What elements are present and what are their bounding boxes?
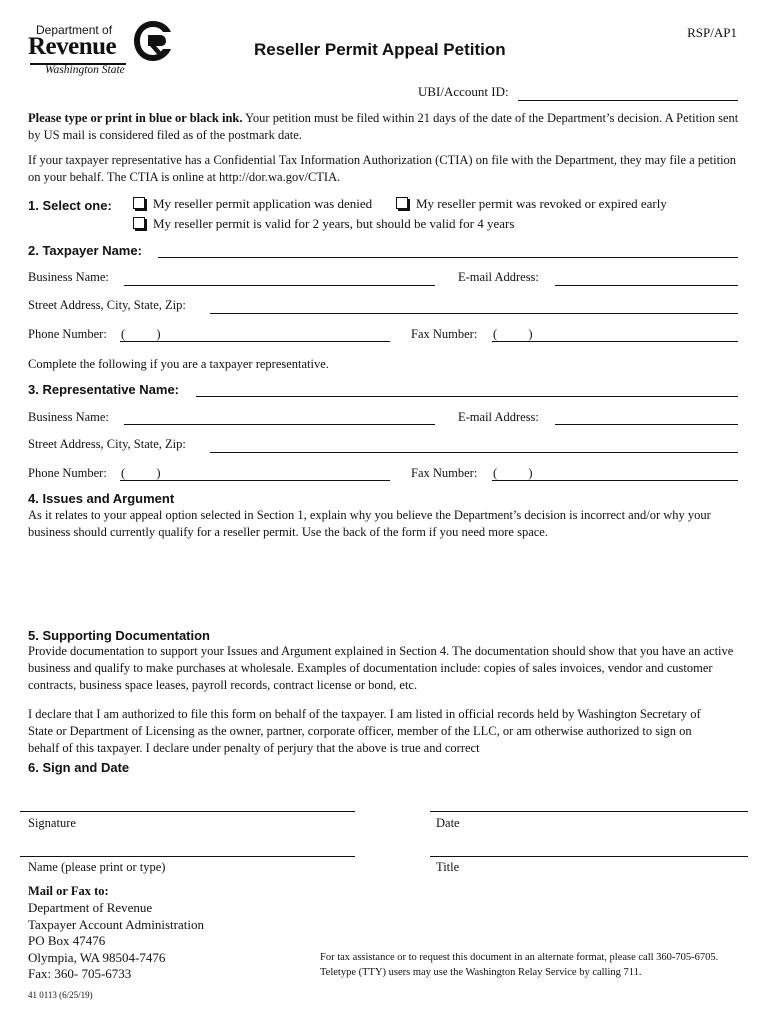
taxpayer-phone-paren: ( ) (121, 327, 161, 341)
intro-bold: Please type or print in blue or black ink. (28, 111, 243, 125)
taxpayer-fax-line[interactable] (492, 341, 738, 342)
date-line[interactable] (430, 811, 748, 812)
ubi-input-line[interactable] (518, 100, 738, 101)
section4-heading: 4. Issues and Argument (28, 491, 175, 506)
option-revoked[interactable] (396, 196, 667, 212)
option-denied-label: My reseller permit application was denied (153, 196, 373, 211)
section6-heading: 6. Sign and Date (28, 760, 130, 775)
rep-email-label: E-mail Address: (458, 410, 539, 424)
intro-paragraph (28, 110, 743, 144)
rep-fax-label: Fax Number: (411, 466, 478, 480)
checkbox-icon[interactable] (133, 197, 145, 209)
intro-text: Your petition must be filed within 21 days of the date of the Department’s decision. A Petition sent by US mail is considered filed as of the postmark date. (28, 111, 739, 142)
option-duration-label: My reseller permit is valid for 2 years, but should be valid for 4 years (153, 216, 515, 231)
title-label: Title (436, 860, 460, 874)
title-line[interactable] (430, 856, 748, 857)
signature-label: Signature (28, 816, 76, 830)
declaration-text: I declare that I am authorized to file this form on behalf of the taxpayer. I am listed in official records held by Washington Secretary of State or Department of Licensing as the owner, partner, corporate officer, member of the LLC, or am otherwise authorized to sign on behalf of this taxpayer. I declare under penalty of perjury that the above is true and correct (28, 707, 701, 755)
form-code: RSP/AP1 (687, 25, 737, 40)
rep-phone-line[interactable] (120, 480, 390, 481)
issues-argument-area[interactable] (28, 545, 740, 625)
rep-phone-label: Phone Number: (28, 466, 107, 480)
taxpayer-business-line[interactable] (124, 285, 435, 286)
logo-dept-text: Department of (36, 23, 113, 37)
ctia-paragraph: If your taxpayer representative has a Confidential Tax Information Authorization (CTIA) on file with the Department, they may file a petition on your behalf. The CTIA is online at http://dor.wa.gov/CTIA. (28, 153, 737, 184)
taxpayer-fax-label: Fax Number: (411, 327, 478, 341)
page-title: Reseller Permit Appeal Petition (254, 40, 506, 59)
rep-fax-line[interactable] (492, 480, 738, 481)
mail-heading: Mail or Fax to: (28, 884, 109, 898)
rep-business-line[interactable] (124, 424, 435, 425)
section3-heading: 3. Representative Name: (28, 382, 180, 397)
mail-line: Department of Revenue (28, 900, 153, 915)
logo-revenue-text: Revenue (28, 33, 117, 60)
mail-line: Fax: 360- 705-6733 (28, 966, 132, 981)
signature-line[interactable] (20, 811, 355, 812)
checkbox-icon[interactable] (396, 197, 408, 209)
ubi-label: UBI/Account ID: (418, 84, 509, 99)
section1-heading: 1. Select one: (28, 198, 112, 213)
section5-heading: 5. Supporting Documentation (28, 628, 210, 643)
mail-line: PO Box 47476 (28, 933, 106, 948)
section5-text: Provide documentation to support your Issues and Argument explained in Section 4. The documentation should show that you have an active business and qualify to make purchases at wholesale. Examples of documentation include: copies of sales invoices, vendor and customer contracts, business space leases, payroll records, contract license or bond, etc. (28, 644, 734, 692)
checkbox-icon[interactable] (133, 217, 145, 229)
dor-logo (28, 18, 178, 82)
date-label: Date (436, 816, 460, 830)
section2-heading: 2. Taxpayer Name: (28, 243, 142, 258)
section4-text: As it relates to your appeal option selected in Section 1, explain why you believe the Department’s decision is incorrect and/or why your business should currently qualify for a reseller permit. Use the back of the form if you need more space. (28, 508, 711, 539)
option-duration[interactable] (133, 216, 514, 232)
taxpayer-street-line[interactable] (210, 313, 738, 314)
form-number: 41 0113 (6/25/19) (28, 990, 93, 1000)
rep-street-label: Street Address, City, State, Zip: (28, 437, 186, 451)
mail-address (28, 900, 204, 983)
taxpayer-email-label: E-mail Address: (458, 270, 539, 284)
taxpayer-phone-line[interactable] (120, 341, 390, 342)
rep-street-line[interactable] (210, 452, 738, 453)
option-denied[interactable] (133, 196, 372, 212)
mail-line: Olympia, WA 98504-7476 (28, 949, 166, 965)
rep-email-line[interactable] (555, 424, 738, 425)
taxpayer-business-label: Business Name: (28, 270, 109, 284)
assistance-text: For tax assistance or to request this document in an alternate format, please call 360-705-6705. Teletype (TTY) users may use the Washington Relay Service by calling 711. (320, 952, 719, 978)
taxpayer-name-line[interactable] (158, 257, 738, 258)
rep-fax-paren: ( ) (493, 466, 533, 480)
rep-business-label: Business Name: (28, 410, 109, 424)
logo-state-text: Washington State (45, 64, 125, 76)
name-label: Name (please print or type) (28, 860, 166, 874)
option-revoked-label: My reseller permit was revoked or expired early (416, 196, 667, 211)
taxpayer-email-line[interactable] (555, 285, 738, 286)
name-line[interactable] (20, 856, 355, 857)
mail-line: Taxpayer Account Administration (28, 916, 204, 932)
representative-name-line[interactable] (196, 396, 738, 397)
dor-swirl-icon (130, 18, 176, 64)
taxpayer-phone-label: Phone Number: (28, 327, 107, 341)
taxpayer-street-label: Street Address, City, State, Zip: (28, 298, 186, 312)
rep-phone-paren: ( ) (121, 466, 161, 480)
rep-note: Complete the following if you are a taxpayer representative. (28, 357, 329, 371)
taxpayer-fax-paren: ( ) (493, 327, 533, 341)
